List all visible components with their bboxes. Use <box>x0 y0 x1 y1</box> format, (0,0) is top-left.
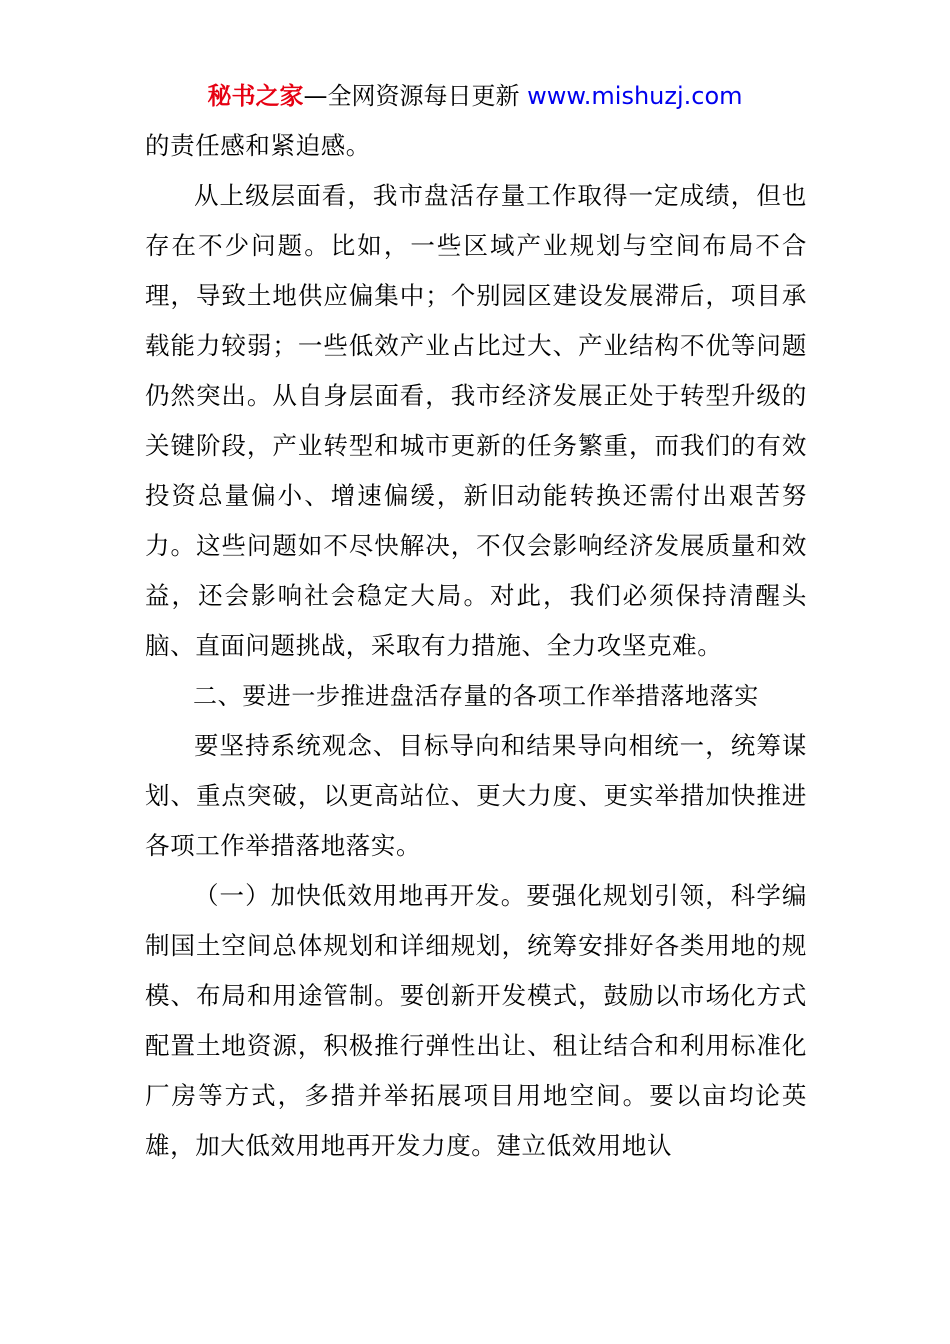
paragraph: 要坚持系统观念、目标导向和结果导向相统一，统筹谋划、重点突破，以更高站位、更大力度、更实举措加快推进各项工作举措落地落实。 <box>145 731 807 860</box>
site-tagline: —全网资源每日更新 <box>303 82 520 110</box>
site-name: 秘书之家 <box>207 82 304 110</box>
document-body <box>145 121 807 1171</box>
paragraph: 从上级层面看，我市盘活存量工作取得一定成绩，但也存在不少问题。比如，一些区域产业规划与空间布局不合理，导致土地供应偏集中；个别园区建设发展滞后，项目承载能力较弱；一些低效产业占比过大、产业结构不优等问题仍然突出。从自身层面看，我市经济发展正处于转型升级的关键阶段，产业转型和城市更新的任务繁重，而我们的有效投资总量偏小、增速偏缓，新旧动能转换还需付出艰苦努力。这些问题如不尽快解决，不仅会影响经济发展质量和效益，还会影响社会稳定大局。对此，我们必须保持清醒头脑、直面问题挑战，采取有力措施、全力攻坚克难。 <box>145 181 807 660</box>
paragraph: （一）加快低效用地再开发。要强化规划引领，科学编制国土空间总体规划和详细规划，统筹安排好各类用地的规模、布局和用途管制。要创新开发模式，鼓励以市场化方式配置土地资源，积极推行弹性出让、租让结合和利用标准化厂房等方式，多措并举拓展项目用地空间。要以亩均论英雄，加大低效用地再开发力度。建立低效用地认 <box>145 881 807 1160</box>
paragraph-continuation: 的责任感和紧迫感。 <box>145 131 371 160</box>
site-header <box>0 78 950 114</box>
section-heading: 二、要进一步推进盘活存量的各项工作举措落地落实 <box>193 682 759 710</box>
site-url-link[interactable]: www.mishuzj.com <box>527 82 743 110</box>
